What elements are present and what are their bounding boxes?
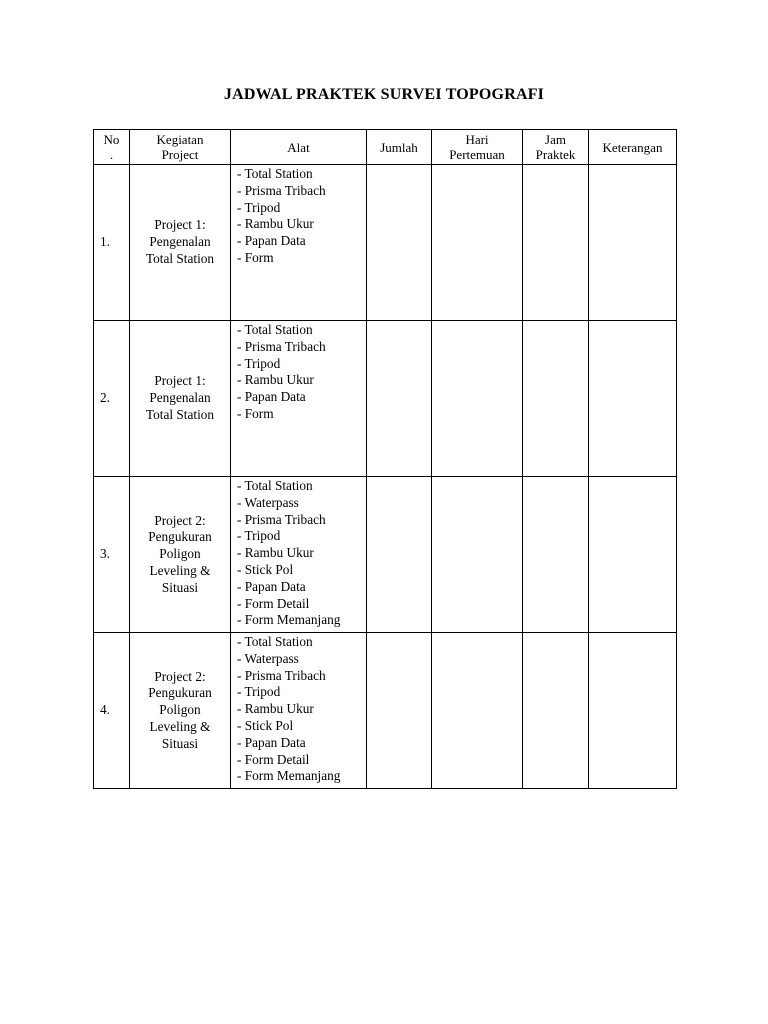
header-hari-label: Hari Pertemuan	[449, 132, 505, 162]
cell-hari	[432, 321, 523, 477]
kegiatan-line: Poligon	[159, 546, 201, 562]
alat-item: - Waterpass	[237, 494, 299, 510]
kegiatan-line: Poligon	[159, 702, 201, 718]
kegiatan-line: Project 1:	[154, 373, 206, 389]
alat-list	[237, 634, 366, 785]
header-jumlah: Jumlah	[367, 130, 432, 165]
cell-kegiatan	[130, 165, 231, 321]
alat-item: - Prisma Tribach	[237, 182, 326, 198]
cell-no: 2.	[94, 321, 130, 477]
cell-no: 3.	[94, 477, 130, 633]
kegiatan-line: Total Station	[145, 406, 215, 422]
alat-item: - Papan Data	[237, 734, 306, 750]
header-kegiatan	[130, 130, 231, 165]
alat-item: - Total Station	[237, 166, 313, 181]
cell-jam	[523, 165, 589, 321]
alat-item: - Total Station	[237, 634, 313, 649]
alat-item: - Rambu Ukur	[237, 216, 314, 232]
alat-item: - Papan Data	[237, 389, 306, 405]
alat-item: - Papan Data	[237, 578, 306, 594]
alat-item: - Form Memanjang	[237, 768, 341, 784]
alat-item: - Rambu Ukur	[237, 545, 314, 561]
table-row	[94, 321, 677, 477]
cell-kegiatan	[130, 321, 231, 477]
table-row	[94, 633, 677, 789]
cell-no: 4.	[94, 633, 130, 789]
table-row	[94, 477, 677, 633]
cell-keterangan	[589, 165, 677, 321]
alat-item: - Stick Pol	[237, 561, 294, 577]
header-alat: Alat	[231, 130, 367, 165]
header-jam-label: Jam Praktek	[535, 132, 576, 162]
page-title: JADWAL PRAKTEK SURVEI TOPOGRAFI	[223, 86, 545, 103]
alat-item: - Rambu Ukur	[237, 701, 314, 717]
alat-item: - Tripod	[237, 684, 281, 700]
alat-item: - Waterpass	[237, 650, 299, 666]
cell-jumlah	[367, 321, 432, 477]
header-kegiatan-label: Kegiatan Project	[156, 132, 204, 162]
alat-item: - Form Memanjang	[237, 612, 341, 628]
header-hari	[432, 130, 523, 165]
cell-alat	[231, 477, 367, 633]
alat-item: - Form	[237, 249, 274, 265]
alat-item: - Form Detail	[237, 751, 310, 767]
cell-hari	[432, 165, 523, 321]
cell-jumlah	[367, 477, 432, 633]
alat-item: - Stick Pol	[237, 717, 294, 733]
kegiatan-line: Project 2:	[154, 512, 206, 528]
kegiatan-line: Project 2:	[154, 668, 206, 684]
alat-item: - Prisma Tribach	[237, 338, 326, 354]
header-no-label: No .	[103, 132, 120, 162]
cell-jam	[523, 321, 589, 477]
alat-item: - Prisma Tribach	[237, 667, 326, 683]
cell-kegiatan	[130, 477, 231, 633]
cell-jumlah	[367, 165, 432, 321]
alat-list	[237, 322, 366, 423]
header-row	[94, 130, 677, 165]
kegiatan-line: Leveling &	[149, 718, 211, 734]
cell-keterangan	[589, 477, 677, 633]
alat-item: - Total Station	[237, 478, 313, 493]
cell-jam	[523, 633, 589, 789]
kegiatan-line: Total Station	[145, 250, 215, 266]
kegiatan-line: Situasi	[161, 579, 199, 595]
alat-item: - Tripod	[237, 528, 281, 544]
table-body	[94, 165, 677, 789]
alat-item: - Papan Data	[237, 233, 306, 249]
kegiatan-line: Pengenalan	[149, 234, 211, 250]
cell-alat	[231, 633, 367, 789]
kegiatan-line: Pengukuran	[148, 529, 212, 545]
alat-item: - Tripod	[237, 199, 281, 215]
cell-alat	[231, 165, 367, 321]
alat-list	[237, 478, 366, 629]
cell-hari	[432, 633, 523, 789]
cell-kegiatan	[130, 633, 231, 789]
cell-hari	[432, 477, 523, 633]
kegiatan-line: Situasi	[161, 735, 199, 751]
cell-jam	[523, 477, 589, 633]
alat-item: - Form	[237, 405, 274, 421]
kegiatan-line: Leveling &	[149, 562, 211, 578]
kegiatan-line: Project 1:	[154, 217, 206, 233]
alat-item: - Total Station	[237, 322, 313, 337]
schedule-table	[93, 129, 677, 789]
header-no	[94, 130, 130, 165]
alat-list	[237, 166, 366, 267]
table-row	[94, 165, 677, 321]
alat-item: - Rambu Ukur	[237, 372, 314, 388]
cell-keterangan	[589, 321, 677, 477]
kegiatan-line: Pengukuran	[148, 685, 212, 701]
kegiatan-line: Pengenalan	[149, 390, 211, 406]
alat-item: - Tripod	[237, 355, 281, 371]
cell-jumlah	[367, 633, 432, 789]
header-jam	[523, 130, 589, 165]
cell-alat	[231, 321, 367, 477]
cell-keterangan	[589, 633, 677, 789]
header-keterangan: Keterangan	[589, 130, 677, 165]
alat-item: - Form Detail	[237, 595, 310, 611]
alat-item: - Prisma Tribach	[237, 511, 326, 527]
cell-no: 1.	[94, 165, 130, 321]
